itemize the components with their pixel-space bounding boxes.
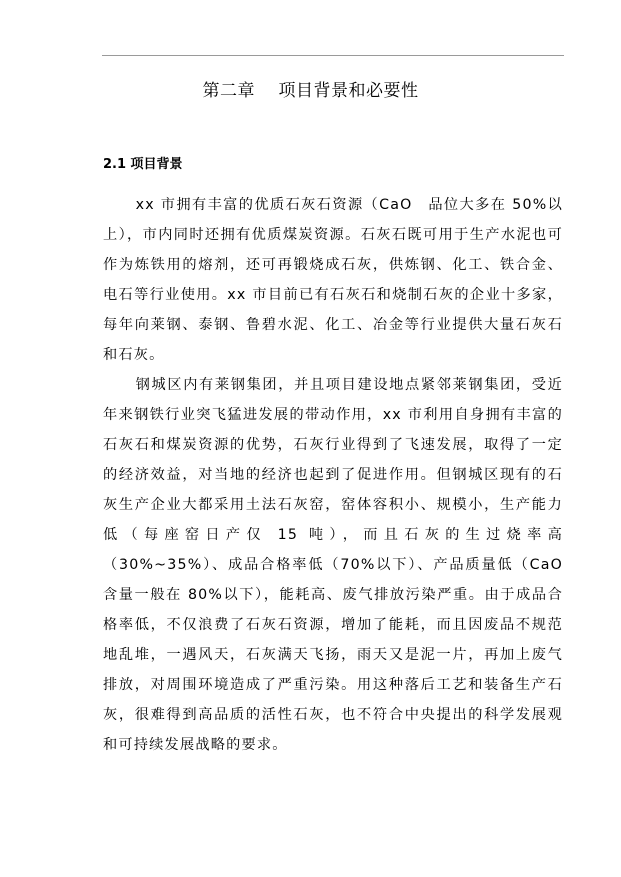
section-heading: 2.1 项目背景 — [103, 157, 183, 172]
body-text — [103, 190, 579, 760]
paragraph-2: 钢城区内有莱钢集团，并且项目建设地点紧邻莱钢集团，受近年来钢铁行业突飞猛进发展的带动作用，xx 市利用自身拥有丰富的石灰石和煤炭资源的优势，石灰行业得到了飞速发展，取得了一定的经济效益，对当地的经济也起到了促进作用。但钢城区现有的石灰生产企业大都采用土法石灰窑，窑体容积小、规模小，生产能力低（每座窑日产仅 15 吨），而且石灰的生过烧率高（30%~35%）、成品合格率低（70%以下）、产品质量低（CaO 含量一般在 80%以下），能耗高、废气排放污染严重。由于成品合格率低，不仅浪费了石灰石资源，增加了能耗，而且因废品不规范地乱堆，一遇风天，石灰满天飞扬，雨天又是泥一片，再加上废气排放，对周围环境造成了严重污染。用这种落后工艺和装备生产石灰，很难得到高品质的活性石灰，也不符合中央提出的科学发展观和可持续发展战略的要求。 — [103, 377, 579, 753]
chapter-title: 第二章 项目背景和必要性 — [202, 81, 419, 101]
paragraph-1: xx 市拥有丰富的优质石灰石资源（CaO 品位大多在 50%以上），市内同时还拥有优质煤炭资源。石灰石既可用于生产水泥也可作为炼铁用的熔剂，还可再锻烧成石灰，供炼钢、化工、铁合金、电石等行业使用。xx 市目前已有石灰石和烧制石灰的企业十多家，每年向莱钢、泰钢、鲁碧水泥、化工、冶金等行业提供大量石灰石和石灰。 — [103, 197, 563, 363]
header-rule — [102, 55, 564, 56]
